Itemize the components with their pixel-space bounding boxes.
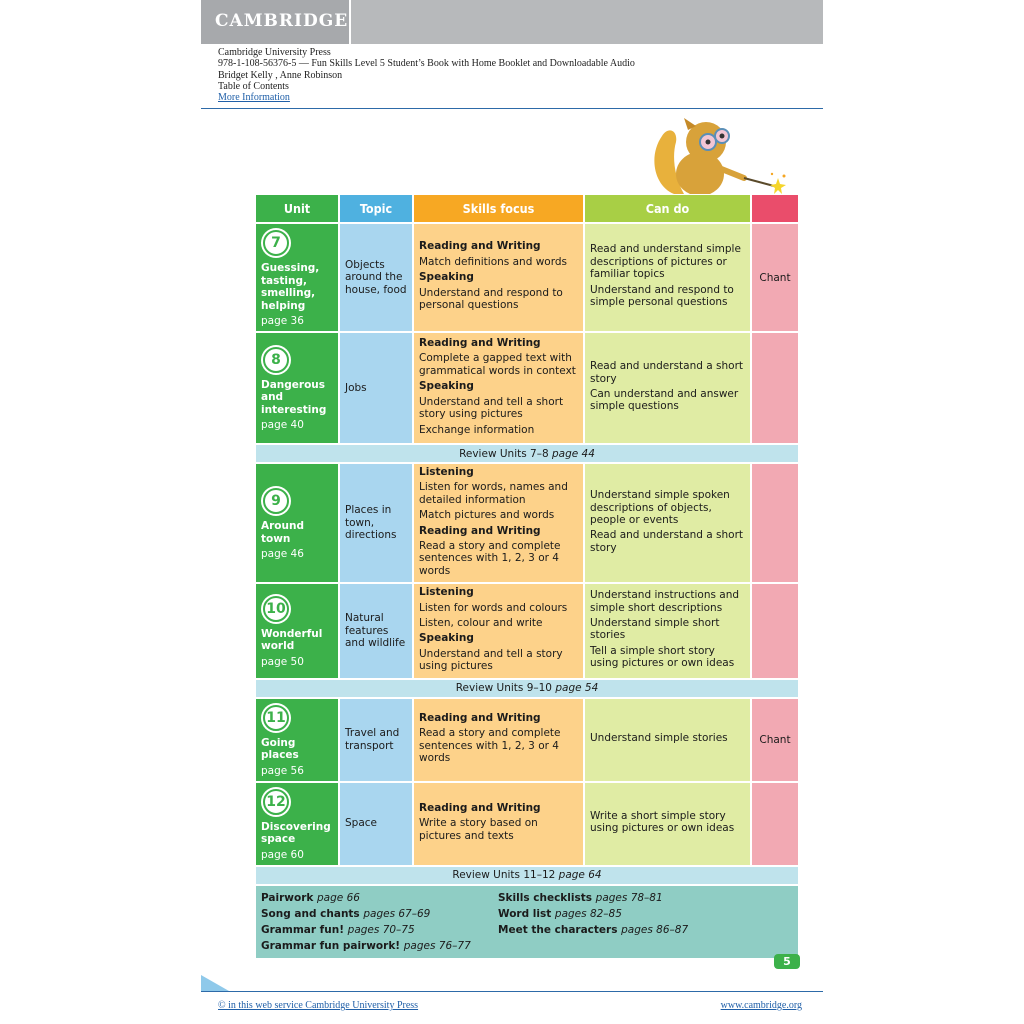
website-link[interactable]: www.cambridge.org bbox=[720, 1000, 802, 1011]
top-divider bbox=[201, 108, 823, 109]
skill-heading: Listening bbox=[419, 466, 474, 478]
can-do-item: Can understand and answer simple questions bbox=[590, 388, 739, 413]
skill-item: Understand and tell a story using pictures bbox=[419, 647, 563, 673]
spacer bbox=[419, 842, 578, 845]
can-do-cell bbox=[585, 464, 750, 582]
page-number: 5 bbox=[774, 954, 800, 969]
extra-section-item bbox=[261, 906, 498, 922]
authors: Bridget Kelly , Anne Robinson bbox=[218, 69, 343, 81]
review-row bbox=[256, 445, 798, 462]
spacer bbox=[590, 744, 745, 747]
isbn-title: 978-1-108-56376-5 — Fun Skills Level 5 Student’s Book with Home Booklet and Downloadable Audio bbox=[218, 58, 635, 70]
unit-name: Going places bbox=[261, 736, 299, 762]
can-do-item: Understand simple spoken descriptions of objects, people or events bbox=[590, 489, 730, 526]
review-row bbox=[256, 867, 798, 884]
skill-heading: Listening bbox=[419, 586, 474, 599]
spacer bbox=[419, 312, 578, 315]
header-extra bbox=[752, 195, 798, 222]
book-metadata bbox=[218, 47, 635, 103]
extra-section-title: Meet the characters bbox=[498, 923, 622, 936]
can-do-cell bbox=[585, 224, 750, 331]
unit-page: page 46 bbox=[261, 548, 304, 561]
unit-cell bbox=[256, 224, 338, 331]
unit-name: Guessing, tasting, smelling, helping bbox=[261, 262, 320, 312]
skill-item: Match pictures and words bbox=[419, 509, 555, 522]
skill-item: Read a story and complete sentences with 1, 2, 3 or 4 words bbox=[419, 540, 561, 577]
more-information-link[interactable]: More Information bbox=[218, 92, 290, 104]
skill-item: Write a story based on pictures and texts bbox=[419, 817, 538, 842]
skill-item: Listen, colour and write bbox=[419, 617, 543, 630]
unit-number-badge: 12 bbox=[263, 789, 289, 815]
header-can-do: Can do bbox=[585, 195, 750, 222]
skill-item: Read a story and complete sentences with 1, 2, 3 or 4 words bbox=[419, 727, 561, 765]
unit-cell bbox=[256, 783, 338, 865]
unit-row bbox=[256, 699, 798, 781]
skills-focus-cell bbox=[414, 783, 583, 865]
skill-item: Match definitions and words bbox=[419, 255, 567, 268]
extra-cell bbox=[752, 584, 798, 677]
extra-section-pages: pages 82–85 bbox=[554, 907, 622, 920]
review-cell bbox=[256, 680, 798, 697]
can-do-item: Understand instructions and simple short descriptions bbox=[590, 589, 740, 614]
topic-cell: Natural features and wildlife bbox=[340, 584, 412, 677]
bottom-divider bbox=[201, 991, 823, 992]
extra-section-title: Grammar fun! bbox=[261, 923, 348, 936]
can-do-item: Write a short simple story using pictures or own ideas bbox=[590, 809, 735, 835]
skills-focus-cell bbox=[414, 333, 583, 443]
extra-section-pages: pages 78–81 bbox=[595, 891, 663, 904]
skills-focus-cell bbox=[414, 699, 583, 781]
extra-section-pages: pages 67–69 bbox=[363, 907, 431, 920]
can-do-item: Tell a simple short story using pictures or own ideas bbox=[590, 644, 735, 670]
extra-section-pages: pages 70–75 bbox=[347, 923, 415, 936]
skill-item: Listen for words and colours bbox=[419, 601, 568, 614]
skill-heading: Speaking bbox=[419, 380, 474, 393]
extra-section-title: Pairwork bbox=[261, 891, 318, 904]
unit-name: Dangerous and interesting bbox=[261, 378, 327, 416]
can-do-cell bbox=[585, 584, 750, 677]
extra-sections-right bbox=[498, 890, 735, 954]
extra-section-item bbox=[498, 922, 735, 938]
spacer bbox=[419, 577, 578, 580]
spacer bbox=[419, 436, 578, 439]
review-label: Review Units 7–8 bbox=[459, 447, 552, 460]
extra-sections bbox=[256, 886, 798, 958]
review-page: page 54 bbox=[555, 682, 599, 695]
unit-cell bbox=[256, 333, 338, 443]
unit-number-badge: 8 bbox=[263, 347, 289, 373]
extra-section-title: Song and chants bbox=[261, 907, 364, 920]
extra-cell bbox=[752, 333, 798, 443]
extra-section-item bbox=[498, 890, 735, 906]
unit-number-badge: 11 bbox=[263, 705, 289, 731]
spacer bbox=[590, 413, 745, 416]
review-cell bbox=[256, 867, 798, 884]
extra-section-item bbox=[498, 906, 735, 922]
copyright-link[interactable]: © in this web service Cambridge University Press bbox=[218, 1000, 419, 1011]
can-do-item: Read and understand simple descriptions of pictures or familiar topics bbox=[590, 243, 741, 281]
can-do-item: Understand simple short stories bbox=[590, 617, 720, 642]
footer-row bbox=[256, 886, 798, 958]
skill-item: Exchange information bbox=[419, 423, 535, 436]
extra-section-pages: pages 76–77 bbox=[403, 939, 471, 952]
skill-item: Listen for words, names and detailed information bbox=[419, 481, 568, 506]
unit-row bbox=[256, 783, 798, 865]
topic-cell: Jobs bbox=[340, 333, 412, 443]
can-do-cell bbox=[585, 699, 750, 781]
header-banner bbox=[201, 0, 823, 44]
unit-page: page 50 bbox=[261, 655, 304, 668]
extra-section-title: Grammar fun pairwork! bbox=[261, 939, 404, 952]
extra-section-item bbox=[261, 938, 498, 954]
extra-sections-left bbox=[261, 890, 498, 954]
unit-number-badge: 9 bbox=[263, 488, 289, 514]
unit-page: page 56 bbox=[261, 764, 304, 777]
unit-row bbox=[256, 464, 798, 582]
review-cell bbox=[256, 445, 798, 462]
mascot-icon bbox=[644, 116, 790, 194]
unit-row bbox=[256, 224, 798, 331]
header-topic: Topic bbox=[340, 195, 412, 222]
unit-number-badge: 10 bbox=[263, 596, 289, 622]
review-page: page 44 bbox=[552, 447, 595, 460]
extra-cell: Chant bbox=[752, 699, 798, 781]
skills-focus-cell bbox=[414, 224, 583, 331]
unit-name: Around town bbox=[261, 520, 304, 545]
review-page: page 64 bbox=[558, 869, 602, 882]
skills-focus-cell bbox=[414, 584, 583, 677]
unit-cell bbox=[256, 699, 338, 781]
publisher: Cambridge University Press bbox=[218, 47, 331, 58]
skill-heading: Reading and Writing bbox=[419, 711, 541, 724]
corner-decoration bbox=[201, 975, 229, 991]
extra-section-item bbox=[261, 922, 498, 938]
extra-section-pages: pages 86–87 bbox=[621, 923, 689, 936]
extra-section-title: Word list bbox=[498, 907, 555, 920]
unit-page: page 60 bbox=[261, 848, 304, 861]
skill-item: Understand and tell a short story using pictures bbox=[419, 395, 564, 421]
skill-heading: Reading and Writing bbox=[419, 240, 541, 253]
can-do-cell bbox=[585, 333, 750, 443]
can-do-item: Read and understand a short story bbox=[590, 360, 743, 385]
topic-cell: Objects around the house, food bbox=[340, 224, 412, 331]
skill-heading: Speaking bbox=[419, 271, 474, 284]
skill-heading: Speaking bbox=[419, 632, 474, 645]
unit-page: page 40 bbox=[261, 419, 304, 432]
unit-cell bbox=[256, 584, 338, 677]
contents-table bbox=[254, 193, 800, 960]
extra-cell bbox=[752, 783, 798, 865]
logo-box bbox=[201, 0, 351, 44]
extra-section-pages: page 66 bbox=[317, 891, 360, 904]
review-label: Review Units 9–10 bbox=[455, 682, 556, 695]
unit-number-badge: 7 bbox=[263, 230, 289, 256]
spacer bbox=[590, 554, 745, 557]
extra-cell bbox=[752, 464, 798, 582]
can-do-item: Understand simple stories bbox=[590, 731, 728, 744]
extra-cell: Chant bbox=[752, 224, 798, 331]
header-row bbox=[256, 195, 798, 222]
skill-heading: Reading and Writing bbox=[419, 524, 541, 537]
extra-section-title: Skills checklists bbox=[498, 891, 596, 904]
topic-cell: Space bbox=[340, 783, 412, 865]
review-label: Review Units 11–12 bbox=[452, 869, 559, 882]
skill-item: Complete a gapped text with grammatical words in context bbox=[419, 352, 576, 377]
topic-cell: Travel and transport bbox=[340, 699, 412, 781]
cambridge-logo: CAMBRIDGE bbox=[215, 11, 349, 31]
spacer bbox=[419, 765, 578, 768]
unit-row bbox=[256, 333, 798, 443]
unit-row bbox=[256, 584, 798, 677]
header-unit: Unit bbox=[256, 195, 338, 222]
review-row bbox=[256, 680, 798, 697]
can-do-cell bbox=[585, 783, 750, 865]
skills-focus-cell bbox=[414, 464, 583, 582]
unit-name: Discovering space bbox=[261, 820, 331, 846]
spacer bbox=[590, 309, 745, 312]
unit-page: page 36 bbox=[261, 315, 304, 327]
skill-heading: Reading and Writing bbox=[419, 802, 541, 815]
extra-section-item bbox=[261, 890, 498, 906]
can-do-item: Understand and respond to simple personal questions bbox=[590, 283, 734, 309]
header-skills-focus: Skills focus bbox=[414, 195, 583, 222]
spacer bbox=[590, 835, 745, 838]
spacer bbox=[590, 670, 745, 673]
unit-cell bbox=[256, 464, 338, 582]
can-do-item: Read and understand a short story bbox=[590, 529, 743, 554]
spacer bbox=[419, 673, 578, 676]
skill-item: Understand and respond to personal questions bbox=[419, 286, 563, 312]
section-name: Table of Contents bbox=[218, 80, 289, 92]
unit-name: Wonderful world bbox=[261, 627, 323, 653]
skill-heading: Reading and Writing bbox=[419, 337, 541, 350]
topic-cell: Places in town, directions bbox=[340, 464, 412, 582]
